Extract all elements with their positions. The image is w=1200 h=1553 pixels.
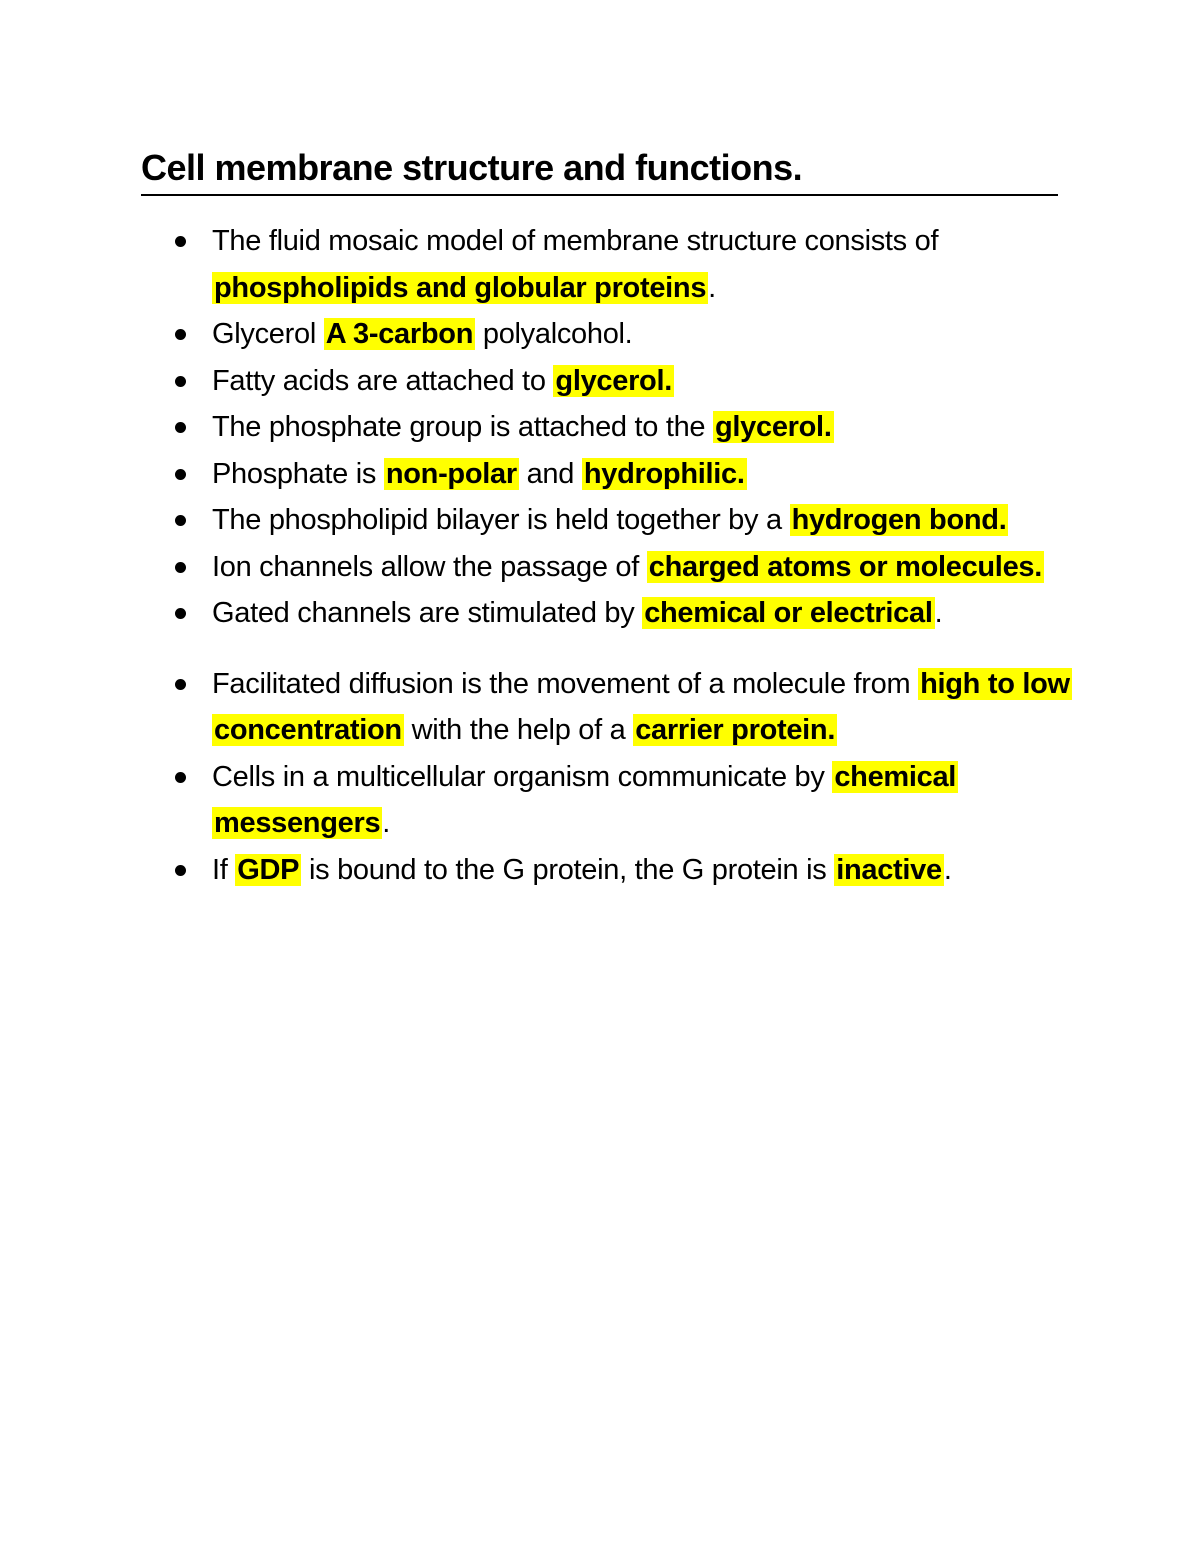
bullet-item [141,661,1071,754]
body-text: Phosphate is [212,457,384,490]
body-text: The phospholipid bilayer is held together by a [212,504,790,536]
body-text: Fatty acids are attached to [212,364,554,397]
bullet-dot-icon [175,772,186,783]
body-text: . [382,807,391,839]
bullet-item [141,404,1071,451]
bullet-dot-icon [175,329,186,340]
bullet-item [141,358,1071,405]
body-text: . [708,271,716,304]
body-text: with the help of a [403,714,634,746]
bullet-item [141,544,1071,591]
bullet-item [141,451,1071,498]
body-text: Gated channels are stimulated by [212,597,643,629]
bullet-dot-icon [175,469,186,480]
bullet-dot-icon [175,515,186,526]
bullet-item [141,218,1071,311]
highlighted-text: glycerol. [555,364,672,397]
bullet-item [141,311,1071,358]
body-text: is bound to the G protein, the G protein is [301,853,835,886]
body-text: The fluid mosaic model of membrane structure consists of [212,225,939,257]
body-text: Cells in a multicellular organism communicate by [212,760,833,793]
highlighted-text: charged atoms or molecules. [648,550,1042,583]
body-text: and [518,457,582,490]
body-text: . [934,597,943,629]
body-text: If [212,853,236,886]
title-underline [141,194,1058,196]
bullet-dot-icon [175,865,186,876]
highlighted-text: GDP [237,853,300,886]
body-text: Ion channels allow the passage of [212,550,647,583]
highlighted-text: hydrophilic. [583,457,745,490]
body-text: Facilitated diffusion is the movement of a molecule from [212,667,919,700]
bullet-item [141,497,1071,544]
body-text: . [943,853,952,886]
body-text: Glycerol [212,318,324,350]
bullet-dot-icon [175,236,186,247]
body-text: The phosphate group is attached to the [212,411,713,443]
bullet-dot-icon [175,562,186,573]
bullet-item [141,754,1071,847]
highlighted-text: A 3-carbon [325,318,474,350]
highlighted-text: chemical or electrical [644,597,933,629]
bullet-item [141,590,1071,637]
highlighted-text: hydrogen bond. [791,504,1007,536]
page-title: Cell membrane structure and functions. [141,147,803,188]
highlighted-text: phospholipids and globular proteins [214,271,707,304]
bullet-dot-icon [175,422,186,433]
bullet-item [141,847,1071,894]
highlighted-text: non-polar [385,457,517,490]
highlighted-text: inactive [836,853,942,886]
highlighted-text: carrier protein. [635,714,836,746]
highlighted-text: high to low concentration [214,667,1070,746]
bullet-dot-icon [175,376,186,387]
body-text: polyalcohol. [475,318,633,350]
highlighted-text: chemical messengers [214,760,957,839]
bullet-dot-icon [175,679,186,690]
bullet-list [141,218,1071,893]
highlighted-text: glycerol. [715,411,832,443]
bullet-dot-icon [175,608,186,619]
